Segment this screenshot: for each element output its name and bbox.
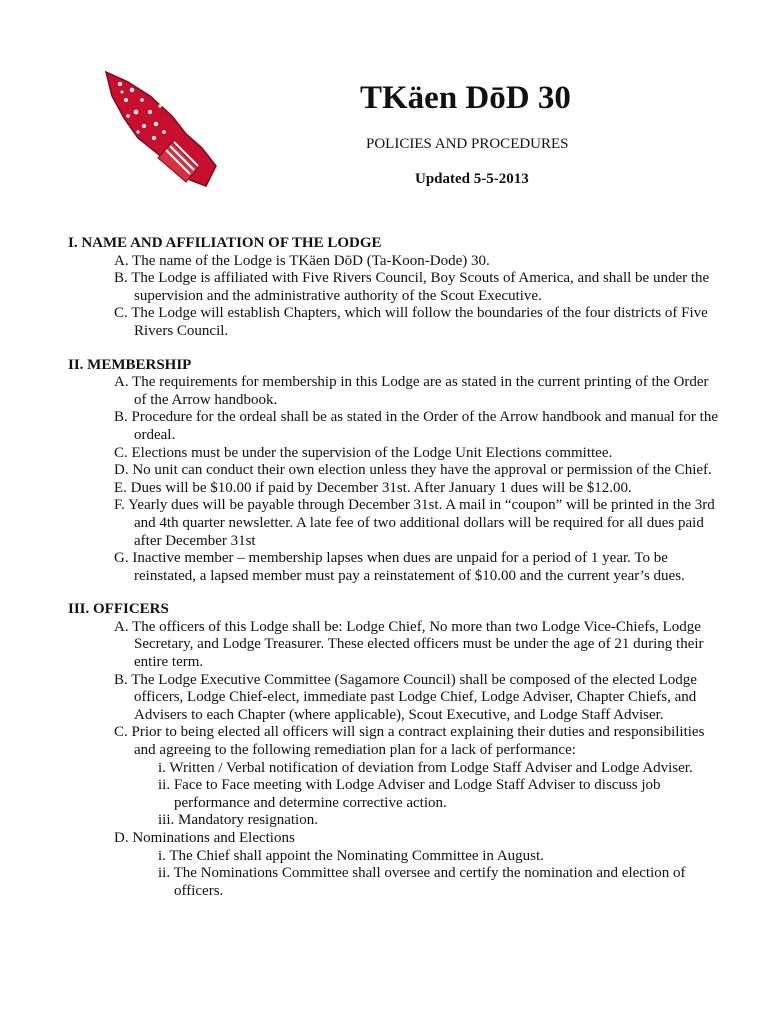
sub-list-item: iii. Mandatory resignation. [158, 812, 318, 829]
document-subtitle: POLICIES AND PROCEDURES [366, 136, 569, 152]
list-item: C. Elections must be under the supervision of the Lodge Unit Elections committee. [114, 444, 613, 461]
list-item: C. The Lodge will establish Chapters, which will follow the boundaries of the four districts of Five Rivers Council. [114, 305, 708, 339]
sub-list-item: i. Written / Verbal notification of deviation from Lodge Staff Adviser and Lodge Adviser. [158, 759, 693, 776]
list-item: B. Procedure for the ordeal shall be as stated in the Order of the Arrow handbook and manual for the ordeal. [114, 409, 718, 443]
section-heading: I. NAME AND AFFILIATION OF THE LODGE [68, 235, 382, 251]
sub-list-item: ii. Face to Face meeting with Lodge Adviser and Lodge Staff Adviser to discuss job performance and determine corrective action. [158, 777, 661, 811]
list-item: A. The name of the Lodge is TKäen DōD (Ta-Koon-Dode) 30. [114, 252, 490, 269]
list-item: D. No unit can conduct their own election unless they have the approval or permission of the Chief. [114, 462, 712, 479]
section-officers [68, 601, 718, 900]
sub-list-item: ii. The Nominations Committee shall oversee and certify the nomination and election of officers. [158, 865, 686, 899]
list-item: C. Prior to being elected all officers will sign a contract explaining their duties and responsibilities and agreeing to the following remediation plan for a lack of performance: [114, 724, 705, 759]
document-title: TKäen DōD 30 [360, 80, 571, 116]
section-membership [68, 357, 718, 586]
list-item: F. Yearly dues will be payable through December 31st. A mail in “coupon” will be printed in the 3rd and 4th quarter newsletter. A late fee of two additional dollars will be required for all dues paid after December 31st [114, 497, 715, 549]
sub-list-item: i. The Chief shall appoint the Nominating Committee in August. [158, 847, 544, 864]
section-heading: II. MEMBERSHIP [68, 356, 192, 373]
list-item: E. Dues will be $10.00 if paid by December 31st. After January 1 dues will be $12.00. [114, 479, 632, 496]
list-item: A. The officers of this Lodge shall be: Lodge Chief, No more than two Lodge Vice-Chiefs, Lodge Secretary, and Lodge Treasurer. These elected officers must be under the age of 21 during their entire term. [114, 618, 704, 671]
list-item: B. The Lodge Executive Committee (Sagamore Council) shall be composed of the elected Lodge officers, Lodge Chief-elect, immediate past Lodge Chief, Lodge Adviser, Chapter Chiefs, and Advisers to each Chapter (where applicable), Scout Executive, and Lodge Staff Adviser. [114, 671, 697, 723]
section-name-affiliation [68, 235, 718, 341]
list-item: G. Inactive member – membership lapses when dues are unpaid for a period of 1 year. To be reinstated, a lapsed member must pay a reinstatement of $10.00 and the current year’s dues. [114, 550, 685, 584]
arrowhead-logo-icon [98, 66, 220, 192]
updated-date: Updated 5-5-2013 [415, 171, 529, 187]
list-item: D. Nominations and Elections [114, 830, 295, 846]
list-item: A. The requirements for membership in this Lodge are as stated in the current printing of the Order of the Arrow handbook. [114, 374, 709, 408]
section-heading: III. OFFICERS [68, 601, 169, 618]
document-body [68, 235, 718, 916]
list-item: B. The Lodge is affiliated with Five Rivers Council, Boy Scouts of America, and shall be under the supervision and the administrative authority of the Scout Executive. [114, 270, 710, 304]
